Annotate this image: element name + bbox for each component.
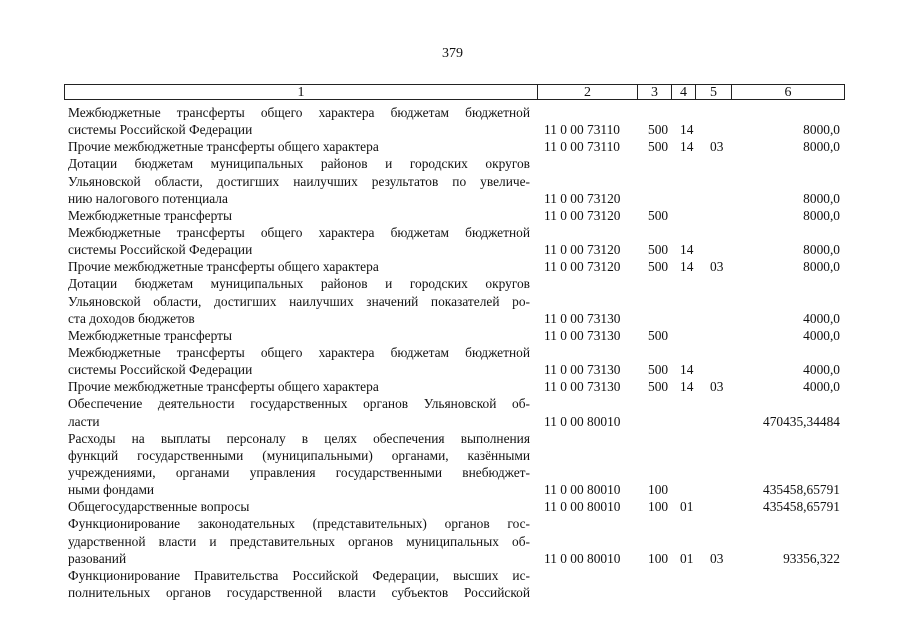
row-column-4: 01	[680, 499, 694, 515]
row-description: системы Российской Федерации	[68, 362, 253, 378]
row-description: Межбюджетные трансферты общего характера бюджетам бюджетной	[68, 344, 530, 360]
row-column-3: 500	[648, 327, 669, 343]
table-row	[68, 533, 848, 550]
row-column-4: 14	[680, 379, 694, 395]
row-code: 11 0 00 73130	[544, 379, 621, 395]
table-row	[68, 138, 848, 155]
row-column-5: 03	[710, 139, 724, 155]
row-description: Обеспечение деятельности государственных органов Ульяновской об-	[68, 396, 530, 412]
row-amount: 435458,65791	[763, 499, 840, 515]
table-row	[68, 104, 848, 121]
row-column-3: 100	[648, 482, 669, 498]
row-description: Дотации бюджетам муниципальных районов и городских округов	[68, 156, 530, 172]
row-code: 11 0 00 80010	[544, 413, 621, 429]
row-code: 11 0 00 73120	[544, 207, 621, 223]
row-description: ными фондами	[68, 482, 155, 498]
row-code: 11 0 00 73130	[544, 310, 621, 326]
table-row	[68, 550, 848, 567]
row-description: системы Российской Федерации	[68, 242, 253, 258]
row-code: 11 0 00 80010	[544, 499, 621, 515]
row-description: Дотации бюджетам муниципальных районов и городских округов	[68, 276, 530, 292]
table-row	[68, 173, 848, 190]
row-column-3: 500	[648, 379, 669, 395]
table-row	[68, 464, 848, 481]
row-column-4: 14	[680, 259, 694, 275]
row-amount: 8000,0	[803, 242, 840, 258]
row-description: ударственной власти и представительных органов муниципальных об-	[68, 533, 530, 549]
table-header	[64, 84, 845, 102]
row-description: Функционирование законодательных (представительных) органов гос-	[68, 516, 530, 532]
row-column-3: 500	[648, 122, 669, 138]
row-description: системы Российской Федерации	[68, 122, 253, 138]
row-description: ласти	[68, 413, 100, 429]
table-row	[68, 275, 848, 292]
row-amount: 435458,65791	[763, 482, 840, 498]
row-amount: 4000,0	[803, 310, 840, 326]
table-row	[68, 327, 848, 344]
table-row	[68, 224, 848, 241]
row-code: 11 0 00 73120	[544, 259, 621, 275]
column-header-1: 1	[64, 84, 538, 100]
row-column-3: 500	[648, 362, 669, 378]
table-row	[68, 378, 848, 395]
row-column-5: 03	[710, 379, 724, 395]
row-column-4: 14	[680, 242, 694, 258]
column-header-2: 2	[537, 84, 638, 100]
row-code: 11 0 00 73120	[544, 242, 621, 258]
table-row	[68, 413, 848, 430]
column-header-5: 5	[695, 84, 732, 100]
row-amount: 8000,0	[803, 122, 840, 138]
row-description: разований	[68, 550, 127, 566]
table-row	[68, 121, 848, 138]
table-row	[68, 293, 848, 310]
row-amount: 4000,0	[803, 327, 840, 343]
row-description: Ульяновской области, достигших наилучших значений показателей ро-	[68, 293, 530, 309]
row-code: 11 0 00 73130	[544, 362, 621, 378]
row-description: полнительных органов государственной власти субъектов Российской	[68, 584, 530, 600]
row-code: 11 0 00 73120	[544, 190, 621, 206]
column-header-3: 3	[637, 84, 672, 100]
row-description: Ульяновской области, достигших наилучших результатов по увеличе-	[68, 173, 530, 189]
row-description: Межбюджетные трансферты общего характера бюджетам бюджетной	[68, 224, 530, 240]
table-row	[68, 430, 848, 447]
row-column-3: 500	[648, 242, 669, 258]
table-row	[68, 361, 848, 378]
page-number: 379	[442, 46, 463, 61]
row-code: 11 0 00 73110	[544, 122, 621, 138]
row-description: ста доходов бюджетов	[68, 310, 195, 326]
row-column-3: 500	[648, 139, 669, 155]
table-row	[68, 498, 848, 515]
row-description: Прочие межбюджетные трансферты общего характера	[68, 379, 379, 395]
row-column-3: 500	[648, 207, 669, 223]
row-description: Прочие межбюджетные трансферты общего характера	[68, 259, 379, 275]
column-header-4: 4	[671, 84, 696, 100]
table-row	[68, 481, 848, 498]
row-amount: 8000,0	[803, 190, 840, 206]
row-column-4: 01	[680, 550, 694, 566]
row-amount: 8000,0	[803, 207, 840, 223]
row-amount: 8000,0	[803, 259, 840, 275]
row-description: Функционирование Правительства Российской Федерации, высших ис-	[68, 567, 530, 583]
row-code: 11 0 00 80010	[544, 482, 621, 498]
table-body	[68, 104, 848, 601]
row-description: функций государственными (муниципальными) органами, казёнными	[68, 447, 530, 463]
row-description: нию налогового потенциала	[68, 190, 228, 206]
row-amount: 470435,34484	[763, 413, 840, 429]
table-row	[68, 310, 848, 327]
table-row	[68, 567, 848, 584]
table-row	[68, 207, 848, 224]
table-row	[68, 155, 848, 172]
table-row	[68, 344, 848, 361]
table-row	[68, 241, 848, 258]
row-column-4: 14	[680, 362, 694, 378]
row-column-4: 14	[680, 139, 694, 155]
row-amount: 4000,0	[803, 362, 840, 378]
row-amount: 8000,0	[803, 139, 840, 155]
row-amount: 4000,0	[803, 379, 840, 395]
row-column-3: 100	[648, 550, 669, 566]
row-code: 11 0 00 73110	[544, 139, 621, 155]
row-description: учреждениями, органами управления государственными внебюджет-	[68, 464, 530, 480]
column-header-6: 6	[731, 84, 845, 100]
table-row	[68, 258, 848, 275]
row-description: Прочие межбюджетные трансферты общего характера	[68, 139, 379, 155]
row-column-5: 03	[710, 550, 724, 566]
row-column-4: 14	[680, 122, 694, 138]
row-code: 11 0 00 73130	[544, 327, 621, 343]
row-description: Общегосударственные вопросы	[68, 499, 250, 515]
table-row	[68, 190, 848, 207]
row-column-3: 500	[648, 259, 669, 275]
row-column-5: 03	[710, 259, 724, 275]
table-row	[68, 395, 848, 412]
table-row	[68, 447, 848, 464]
row-code: 11 0 00 80010	[544, 550, 621, 566]
table-row	[68, 515, 848, 532]
table-row	[68, 584, 848, 601]
row-description: Расходы на выплаты персоналу в целях обеспечения выполнения	[68, 430, 530, 446]
row-description: Межбюджетные трансферты	[68, 327, 232, 343]
row-amount: 93356,322	[783, 550, 840, 566]
row-description: Межбюджетные трансферты	[68, 207, 232, 223]
row-column-3: 100	[648, 499, 669, 515]
row-description: Межбюджетные трансферты общего характера бюджетам бюджетной	[68, 105, 530, 120]
